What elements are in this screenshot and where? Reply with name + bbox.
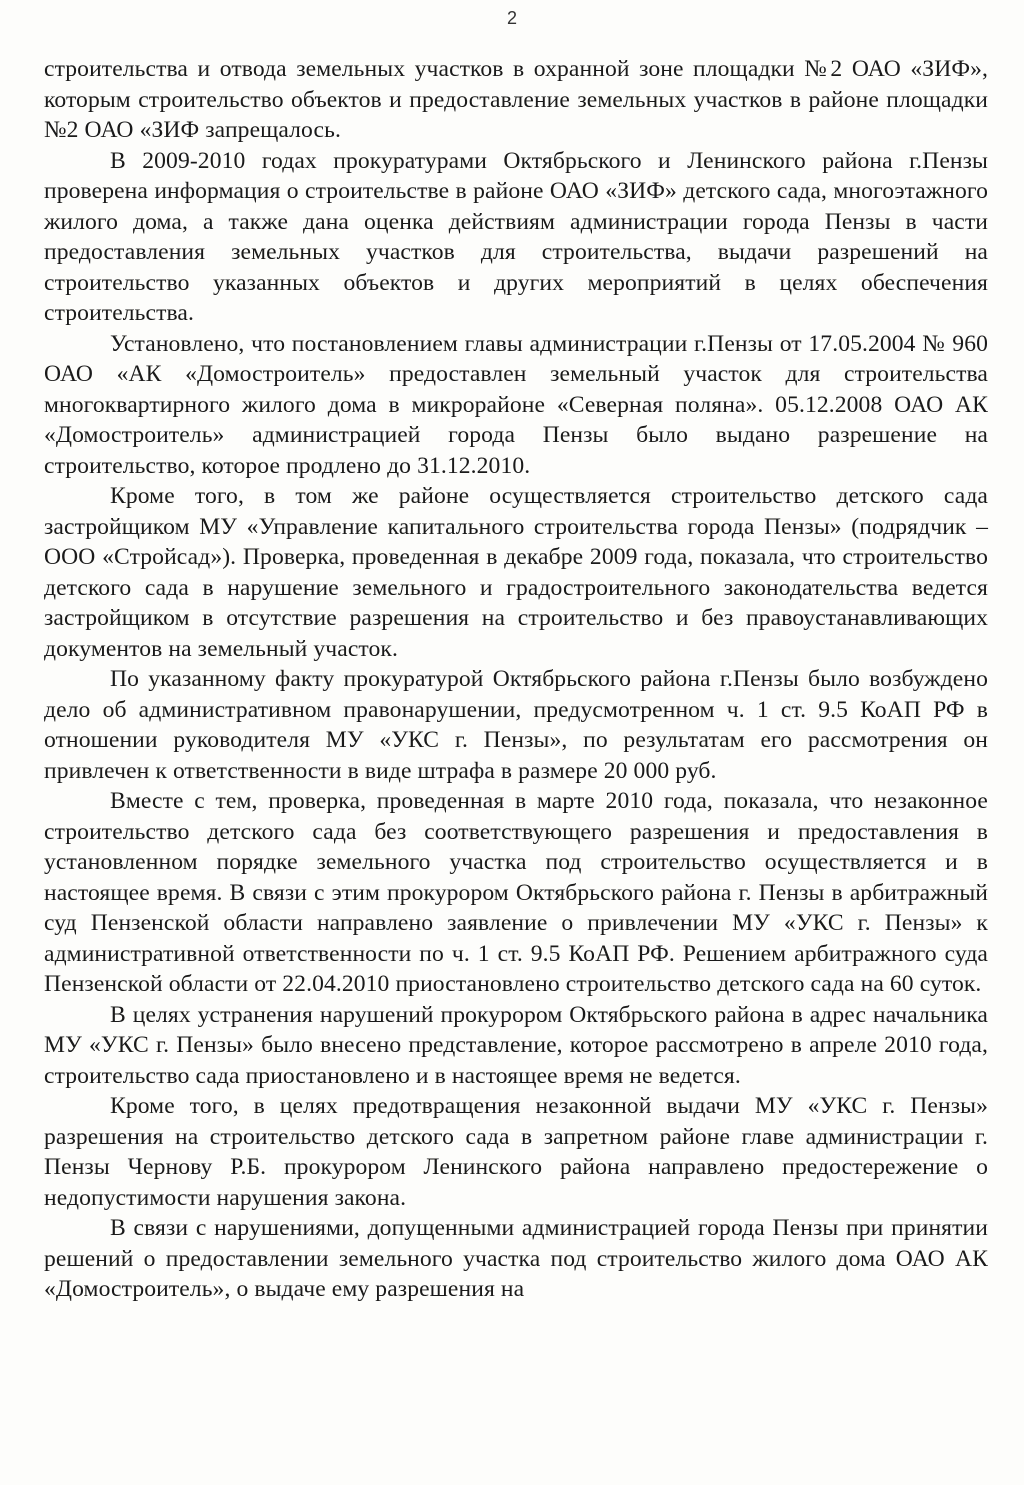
paragraph-kindergarten-construction: Кроме того, в том же районе осуществляется строительство детского сада застройщиком МУ «Управление капитального строительства города Пензы» (подрядчик – ООО «Стройсад»). Проверка, проведенная в декабре 2009 года, показала, что строительство детского сада в нарушение земельного и градостроительного законодательства ведется застройщиком в отсутствие разрешения на строительство и без правоустанавливающих документов на земельный участок. <box>44 483 988 662</box>
paragraph-violations: В связи с нарушениями, допущенными администрацией города Пензы при принятии решений о предоставлении земельного участка под строительство жилого дома ОАО АК «Домостроитель», о выдаче ему разрешения на <box>44 1215 988 1302</box>
document-body <box>44 54 988 1305</box>
paragraph-continuation: строительства и отвода земельных участков в охранной зоне площадки №2 ОАО «ЗИФ», которым строительство объектов и предоставление земельных участков в районе площадки №2 ОАО «ЗИФ запрещалось. <box>44 56 988 143</box>
page-number: 2 <box>506 8 517 28</box>
paragraph-inspection-info: В 2009-2010 годах прокуратурами Октябрьского и Ленинского района г.Пензы проверена информация о строительстве в районе ОАО «ЗИФ» детского сада, многоэтажного жилого дома, а также дана оценка действиям администрации города Пензы в части предоставления земельных участков для строительства, выдачи разрешений на строительство указанных объектов и других мероприятий в целях обеспечения строительства. <box>44 147 988 326</box>
paragraph-administrative-case: По указанному факту прокуратурой Октябрьского района г.Пензы было возбуждено дело об административном правонарушении, предусмотренном ч. 1 ст. 9.5 КоАП РФ в отношении руководителя МУ «УКС г. Пензы», по результатам его рассмотрения он привлечен к ответственности в виде штрафа в размере 20 000 руб. <box>44 666 988 784</box>
paragraph-warning: Кроме того, в целях предотвращения незаконной выдачи МУ «УКС г. Пензы» разрешения на строительство детского сада в запретном районе главе администрации г. Пензы Чернову Р.Б. прокурором Ленинского района направлено предостережение о недопустимости нарушения закона. <box>44 1093 988 1211</box>
paragraph-representation: В целях устранения нарушений прокурором Октябрьского района в адрес начальника МУ «УКС г. Пензы» было внесено представление, которое рассмотрено в апреле 2010 года, строительство сада приостановлено и в настоящее время не ведется. <box>44 1001 988 1089</box>
paragraph-land-allocation: Установлено, что постановлением главы администрации г.Пензы от 17.05.2004 № 960 ОАО «АК «Домостроитель» предоставлен земельный участок для строительства многоквартирного жилого дома в микрорайоне «Северная поляна». 05.12.2008 ОАО АК «Домостроитель» администрацией города Пензы было выдано разрешение на строительство, которое продлено до 31.12.2010. <box>44 330 988 479</box>
paragraph-arbitration-court: Вместе с тем, проверка, проведенная в марте 2010 года, показала, что незаконное строительство детского сада без соответствующего разрешения и предоставления в установленном порядке земельного участка под строительство осуществляется и в настоящее время. В связи с этим прокурором Октябрьского района г. Пензы в арбитражный суд Пензенской области направлено заявление о привлечении МУ «УКС г. Пензы» к административной ответственности по ч. 1 ст. 9.5 КоАП РФ. Решением арбитражного суда Пензенской области от 22.04.2010 приостановлено строительство детского сада на 60 суток. <box>44 788 988 997</box>
